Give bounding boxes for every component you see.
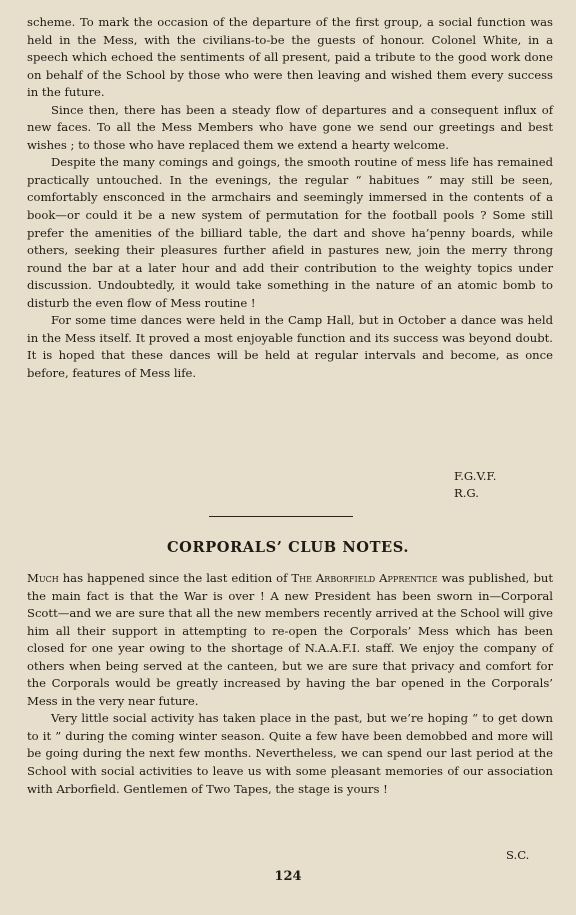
corporals-paragraph-1-part-b: was published, but the main fact is that the War is over ! A new President has been sworn in—Corporal Scott—and we are sure that all the new members recently arrived at the School will give him all their support in attempting to re-open the Corporals’ Mess which has been closed for one year owing to the shortage of N.A.A.F.I. staff. We enjoy the company of others when being served at the canteen, but we are sure that privacy and comfort for the Corporals would be greatly increased by having the bar opened in the Corporals’ Mess in the very near future. — [27, 571, 553, 708]
mess-paragraph-3: Despite the many comings and goings, the smooth routine of mess life has remained practically untouched. In the evenings, the regular “ habitues ” may still be seen, comfortably ensconced in the armchairs and seemingly immersed in the contents of a book—or could it be a new system of permutation for the football pools ? Some still prefer the amenities of the billiard table, the dart and shove ha’penny boards, while others, seeking their pleasures further afield in pastures new, join the merry throng round the bar at a later hour and add their contribution to the weighty topics under discussion. Undoubtedly, it would take something in the nature of an atomic bomb to disturb the even flow of Mess routine ! — [27, 155, 553, 310]
corporals-paragraph-2: Very little social activity has taken place in the past, but we’re hoping “ to get down to it ” during the coming winter season. Quite a few have been demobbed and more will be going during the next few months. Nevertheless, we can spend our last period at the School with social activities to leave us with some pleasant memories of our association with Arborfield. Gentlemen of Two Tapes, the stage is yours ! — [27, 711, 553, 796]
mess-signature-2: R.G. — [454, 486, 479, 500]
section-divider — [209, 516, 353, 517]
mess-paragraph-4: For some time dances were held in the Camp Hall, but in October a dance was held in the Mess itself. It proved a most enjoyable function and its success was beyond doubt. It is hoped that these dances will be held at regular intervals and become, as once before, features of Mess life. — [27, 313, 553, 380]
mess-notes-section — [27, 14, 553, 382]
corporals-paragraph-1 — [27, 570, 553, 710]
mess-paragraph-2: Since then, there has been a steady flow of departures and a consequent influx of new faces. To all the Mess Members who have gone we send our greetings and best wishes ; to those who have replaced them we extend a hearty welcome. — [27, 102, 553, 152]
mess-signature-1: F.G.V.F. — [454, 469, 497, 483]
corporals-notes-section — [27, 570, 553, 798]
mess-paragraph-1: scheme. To mark the occasion of the departure of the first group, a social function was held in the Mess, with the civilians-to-be the guests of honour. Colonel White, in a speech which echoed the sentiments of all present, paid a tribute to the good work done on behalf of the School by those who were then leaving and wished them every success in the future. — [27, 15, 553, 100]
corporals-signature: S.C. — [506, 848, 530, 862]
lead-word: Much — [27, 571, 59, 585]
corporals-paragraph-1-part-a: has happened since the last edition of — [58, 571, 292, 585]
page-number: 124 — [274, 869, 302, 884]
section-heading: CORPORALS’ CLUB NOTES. — [166, 539, 410, 556]
publication-title: The Arborfield Apprentice — [291, 571, 438, 585]
